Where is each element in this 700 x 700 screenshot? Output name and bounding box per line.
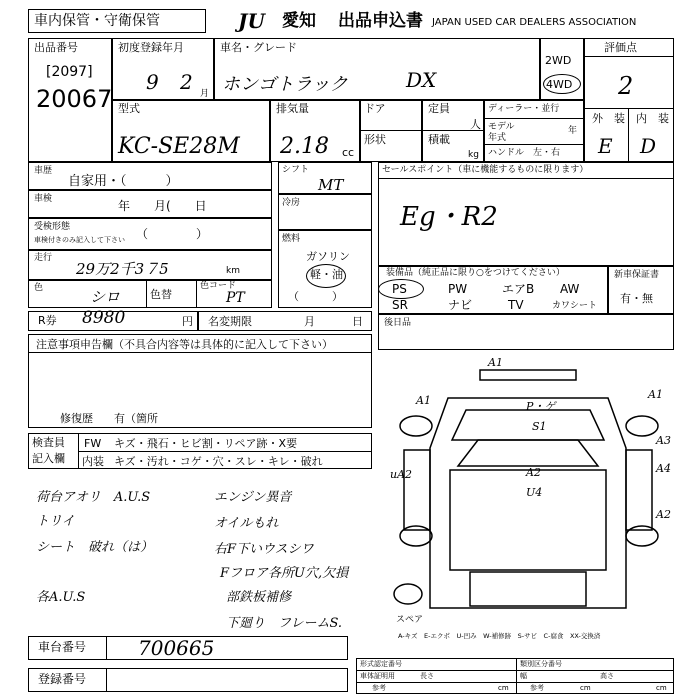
equip-item-airbag: エアB [502,282,535,296]
color-change-label: 色替 [150,288,172,301]
exterior-label: 外 装 [592,112,625,125]
mark-a4: A4 [656,462,671,475]
reg-month: 2 [180,70,193,94]
recycle-value: 8980 [82,308,126,328]
shape-label: 形状 [364,133,386,146]
color-code-label: 色コード [200,281,237,291]
remark-3: シート 破れ（は） [36,540,154,555]
rear-item-box [378,314,674,350]
spare-tire [394,584,422,604]
mark-pge: P・ゲ [526,400,556,413]
cert-ref-label-1: 参考 [372,684,386,692]
fuel-label: 燃料 [282,234,301,244]
mark-u4: U4 [526,486,543,499]
damage-legend: A-キズ E-エクボ U-凹み W-補修跡 S-サビ C-腐食 XX-交換済 [398,632,601,640]
shift-label: シフト [282,165,310,175]
equip-item-ps: PS [392,282,407,296]
form-title: 出品申込書 [338,11,423,31]
association-name: JAPAN USED CAR DEALERS ASSOCIATION [432,17,637,28]
car-label: 車名・グレード [220,41,297,54]
cap-unit: 人 [470,118,481,131]
equip-item-tv: TV [508,298,524,312]
cert-box [356,658,674,694]
ju-logo: JU [238,9,265,33]
sales-label: セールスポイント（車に機能するものに限ります） [382,165,589,175]
side-right [626,450,652,530]
car-grade: DX [406,68,437,92]
warranty-label: 新車保証書 [614,270,660,280]
interior-inspect-text: キズ・汚れ・コゲ・穴・スレ・キレ・破れ [114,455,323,468]
dealer-label: ディーラー・並行 [488,104,560,114]
car-body-outline [430,398,626,608]
cargo-bed [450,470,606,570]
acc-value: （ ） [136,227,209,241]
disp-value: 2.18 [280,134,329,159]
acc-label: 受検形態 [34,222,71,232]
recycle-label: R券 [38,314,57,327]
cool-label: 冷房 [282,198,301,208]
side-left [404,450,430,530]
mark-a1-top: A1 [488,358,503,369]
org-name: 愛知 [282,11,316,31]
remark-6: オイルもれ [214,516,279,531]
fw-text: キズ・飛石・ヒビ割・リペア跡・X要 [114,437,298,450]
rear-item-label: 後日品 [384,318,412,328]
name-change-day: 日 [352,315,363,328]
wheel-rl [400,526,432,546]
cert-length-label: 長さ [420,672,434,680]
frame-value: 700665 [138,636,215,660]
lot-number: 20067 [36,85,113,113]
inspect-value: 年 月( 日 [118,199,207,213]
drive-2wd: 2WD [545,54,572,67]
cap-label: 定員 [428,102,450,115]
equip-item-sr: SR [392,298,408,312]
remark-7: 右F下いウスシワ [214,542,314,557]
wheel-fl [400,416,432,436]
warranty-value: 有・無 [620,292,653,305]
type-value: KC-SE28M [118,134,240,159]
color-code-value: PT [226,290,245,306]
cert-ref-label-2: 参考 [530,684,544,692]
wheel-rr [626,526,658,546]
disp-unit: cc [342,146,355,159]
cert-cm-1: cm [498,684,509,692]
rating-label: 評価点 [604,41,637,54]
cert-width-label: 幅 [520,672,527,680]
inspector-label-1: 検査員 [32,436,65,449]
exterior-value: E [598,134,613,158]
cert-height-label: 高さ [600,672,614,680]
mark-a2-right: A2 [656,508,671,521]
equip-item-pw: PW [448,282,468,296]
mile-value: 29万2千3７5 [76,260,169,278]
mark-s1: S1 [532,420,547,433]
remark-8: Fフロア各所U穴,欠損 [220,566,349,581]
mile-unit: km [226,266,240,276]
lot-bracket: [2097] [46,64,93,80]
interior-value: D [640,134,657,158]
mark-ua2-left: uA2 [390,468,413,481]
model-year-label: モデル年式 [488,122,515,143]
history-label: 車歴 [34,166,53,176]
history-value: 自家用・（ ） [68,174,179,189]
lot-label: 出品番号 [34,41,78,54]
car-name: ホンゴトラック [222,74,348,95]
windshield [458,440,598,466]
wheel-fr [626,416,658,436]
mark-a2-bed: A2 [526,466,541,479]
cert-cm-3: cm [656,684,667,692]
car-diagram [386,358,676,640]
rating-value: 2 [618,72,634,100]
fuel-option: 軽・油 [310,268,343,281]
sales-value: Eg・R2 [400,202,498,232]
remark-10: 下廻り フレームS. [226,616,343,631]
inspector-label-2: 記入欄 [32,452,65,465]
frame-label: 車台番号 [38,640,87,654]
load-label: 積載 [428,133,450,146]
color-value: シロ [90,288,121,306]
front-bumper [480,370,576,380]
fuel-value: ガソリン [306,250,350,263]
mark-a1-left: A1 [416,394,431,407]
equip-item-aw: AW [560,282,580,296]
cab-roof [452,410,604,440]
reg-number-label: 登録番号 [38,672,87,686]
model-year-unit: 年 [568,126,578,136]
remark-4: 各A.U.S [36,590,86,605]
mile-label: 走行 [34,253,53,263]
name-change-label: 名変期限 [208,315,252,328]
drive-4wd: 4WD [546,78,573,91]
equip-item-navi: ナビ [448,298,473,312]
handle-label: ハンドル 左・右 [488,148,561,158]
interior-inspect-label: 内装 [82,455,104,468]
color-label: 色 [34,283,44,293]
shift-value: MT [318,176,344,194]
repair-value: 有（箇所 [114,412,158,425]
reg-label: 初度登録年月 [118,41,184,54]
disp-label: 排気量 [276,102,309,115]
remark-9: 部鉄板補修 [226,590,292,605]
remark-5: エンジン異音 [214,490,292,505]
interior-label: 内 装 [636,112,669,125]
cert-cm-2: cm [580,684,591,692]
reg-year: 9 [146,70,159,94]
fuel-paren: （ ） [288,290,343,303]
recycle-unit: 円 [182,315,193,328]
reg-month-unit: 月 [200,89,210,99]
spare-label: スペア [396,615,424,625]
cert-class-label: 類別区分番号 [520,660,562,668]
inspect-label: 車検 [34,194,53,204]
cert-body-label: 車体証明用 [360,672,395,680]
name-change-month: 月 [304,315,315,328]
acc-sub: 車検付きのみ記入して下さい [34,236,125,244]
door-label: ドア [364,102,386,115]
type-label: 型式 [118,102,140,115]
rear-gate [470,572,586,606]
remark-2: トリイ [36,514,75,529]
storage-label: 車内保管・守衛保管 [34,13,160,29]
notes-label: 注意事項申告欄（不具合内容等は具体的に記入して下さい） [36,338,333,351]
mark-a3: A3 [656,434,671,447]
fw-label: FW [84,437,102,450]
mark-a1-right: A1 [648,388,663,401]
equip-item-leather: カワシート [552,301,598,311]
load-unit: kg [468,150,479,160]
remark-1: 荷台アオリ A.U.S [36,490,151,505]
repair-label: 修復歴 [60,412,93,425]
equip-label: 装備品（純正品に限り○をつけてください） [386,268,565,278]
cert-type-label: 形式認定番号 [360,660,402,668]
